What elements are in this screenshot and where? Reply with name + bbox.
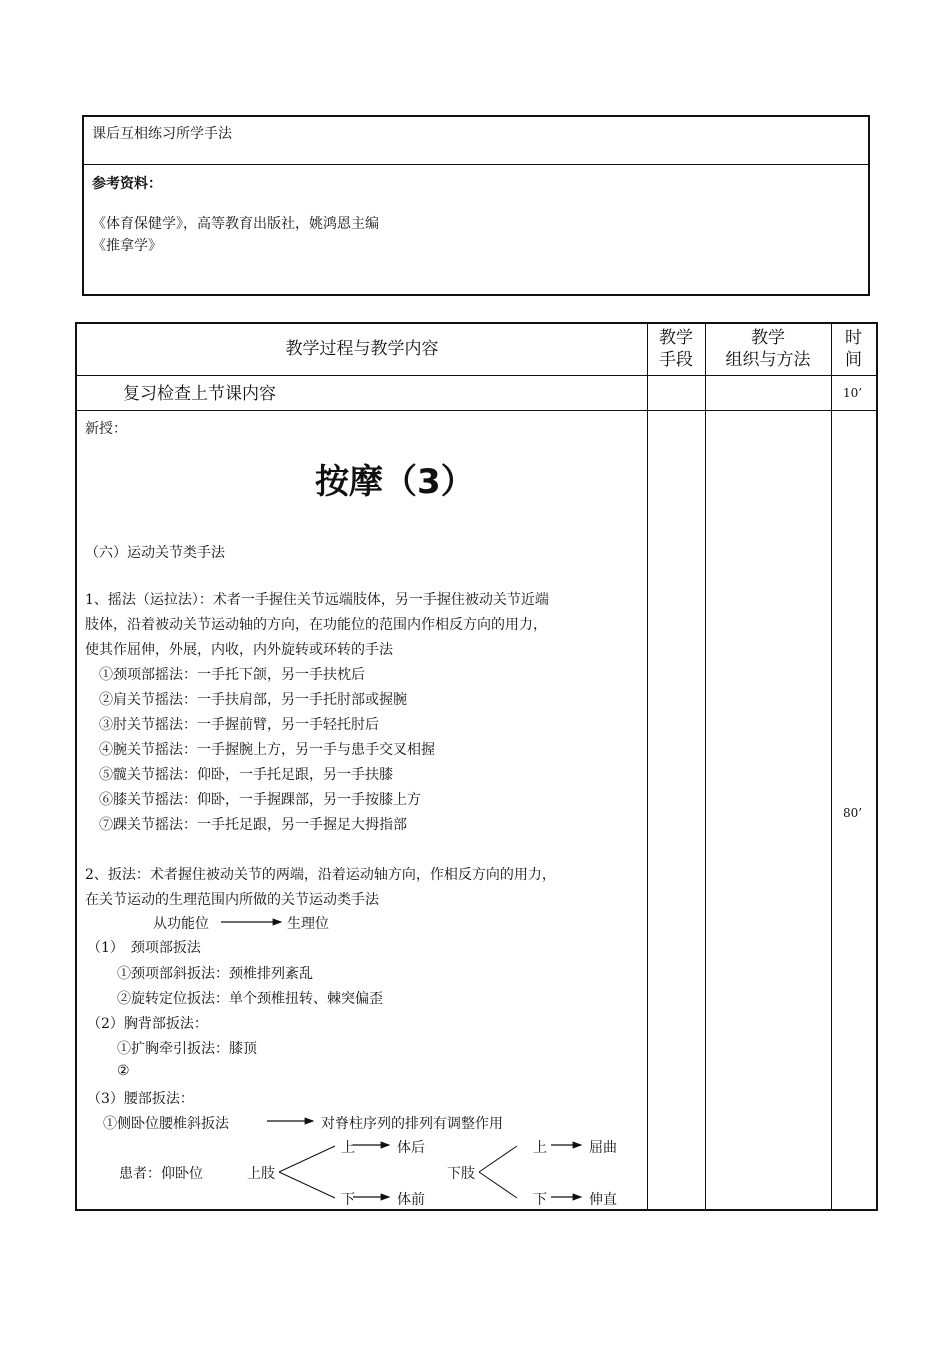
branch-line [479, 1172, 517, 1198]
header-time: 时 间 [845, 328, 862, 370]
branch-line [479, 1146, 517, 1172]
reference-row [84, 165, 868, 265]
list-item: ①颈项部摇法：一手托下颌，另一手扶枕后 [99, 667, 365, 683]
reference-item: 《推拿学》 [92, 238, 162, 254]
extend-label: 伸直 [589, 1192, 617, 1208]
down-label: 下 [533, 1192, 547, 1208]
lesson-title: 按摩（3） [315, 462, 475, 502]
homework-text: 课后互相练习所学手法 [92, 126, 232, 142]
list-item: ⑥膝关节摇法：仰卧，一手握踝部，另一手按膝上方 [99, 792, 421, 808]
paragraph-line: 1、摇法（运拉法）：术者一手握住关节远端肢体，另一手握住被动关节近端 [85, 592, 549, 608]
subsection-heading: （3）腰部扳法： [87, 1091, 194, 1107]
list-item: ③肘关节摇法：一手握前臂，另一手轻托肘后 [99, 717, 379, 733]
to-physiology-label: 生理位 [287, 916, 329, 932]
paragraph-line: 在关节运动的生理范围内所做的关节运动类手法 [85, 892, 379, 908]
patient-label: 患者：仰卧位 [119, 1166, 203, 1182]
up-label: 上 [341, 1140, 355, 1156]
header-organization: 教学 组织与方法 [725, 328, 811, 370]
review-time: 10’ [843, 386, 863, 400]
from-function-label: 从功能位 [153, 916, 209, 932]
paragraph-line: 使其作屈伸，外展，内收，内外旋转或环转的手法 [85, 642, 393, 658]
list-item: ② [117, 1063, 130, 1079]
reference-item: 《体育保健学》，高等教育出版社，姚鸿恩主编 [92, 216, 379, 232]
list-item: ⑤髋关节摇法：仰卧，一手托足跟，另一手扶膝 [99, 767, 393, 783]
main-time: 80’ [843, 806, 863, 820]
body-back-label: 体后 [397, 1140, 425, 1156]
new-label: 新授： [85, 421, 127, 437]
list-item: ①侧卧位腰椎斜扳法 [103, 1116, 229, 1132]
flex-label: 屈曲 [589, 1140, 617, 1156]
list-item: ①颈项部斜扳法：颈椎排列紊乱 [117, 966, 313, 982]
header-process: 教学过程与教学内容 [285, 339, 439, 359]
subsection-heading: （2）胸背部扳法： [87, 1016, 208, 1032]
upper-limb-label: 上肢 [247, 1166, 275, 1182]
paragraph-line: 肢体，沿着被动关节运动轴的方向，在功能位的范围内作相反方向的用力， [85, 617, 547, 633]
subsection-heading: （1） 颈项部扳法 [87, 940, 201, 956]
list-item: ①扩胸牵引扳法：膝顶 [117, 1041, 257, 1057]
review-text: 复习检查上节课内容 [123, 384, 276, 404]
down-label: 下 [341, 1192, 355, 1208]
section-heading: （六）运动关节类手法 [85, 545, 225, 561]
teaching-table [75, 322, 878, 1211]
homework-row [84, 117, 868, 165]
up-label: 上 [533, 1140, 547, 1156]
list-item: ②肩关节摇法：一手扶肩部，另一手托肘部或握腕 [99, 692, 407, 708]
arrow-diagram [85, 418, 645, 1218]
effect-text: 对脊柱序列的排列有调整作用 [321, 1116, 503, 1132]
homework-reference-box [82, 115, 870, 296]
paragraph-line: 2、扳法：术者握住被动关节的两端，沿着运动轴方向，作相反方向的用力， [85, 867, 556, 883]
header-means: 教学 手段 [659, 328, 693, 370]
branch-line [279, 1146, 335, 1172]
body-front-label: 体前 [397, 1192, 425, 1208]
list-item: ④腕关节摇法：一手握腕上方，另一手与患手交叉相握 [99, 742, 435, 758]
list-item: ⑦踝关节摇法：一手托足跟，另一手握足大拇指部 [99, 817, 407, 833]
lower-limb-label: 下肢 [447, 1166, 475, 1182]
branch-line [279, 1172, 335, 1198]
reference-title: 参考资料： [92, 176, 162, 192]
list-item: ②旋转定位扳法：单个颈椎扭转、棘突偏歪 [117, 991, 383, 1007]
